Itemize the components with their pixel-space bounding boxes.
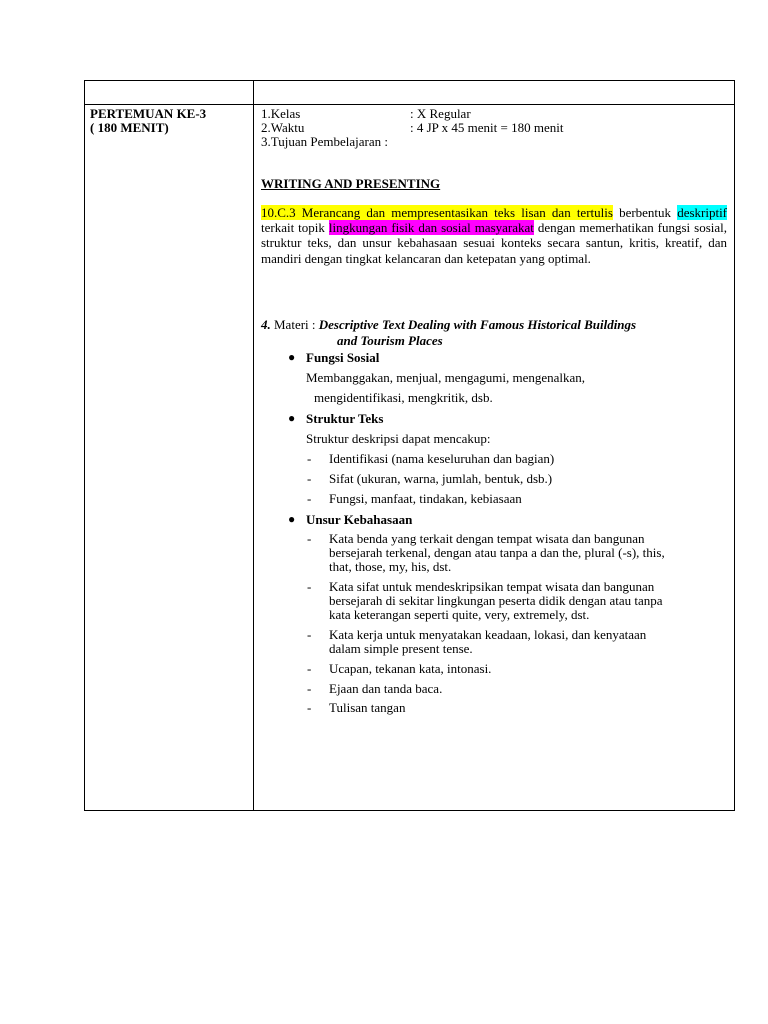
dash-icon: -: [307, 471, 312, 486]
kelas-label: 1.Kelas: [261, 106, 301, 121]
objective-text-3: dengan memerhatikan fungsi sosial, struktur teks, dan unsur kebahasaan sesuai konteks secara santun, kritis, kreatif, dan mandiri dengan tingkat kelancaran dan ketepatan yang optimal.: [261, 220, 727, 266]
unsur-item-line: Ucapan, tekanan kata, intonasi.: [329, 661, 492, 676]
struktur-item: Identifikasi (nama keseluruhan dan bagian): [329, 451, 555, 466]
dash-icon: -: [307, 451, 312, 466]
fungsi-line-2: mengidentifikasi, mengkritik, dsb.: [314, 390, 493, 405]
struktur-intro: Struktur deskripsi dapat mencakup:: [306, 431, 491, 446]
tujuan-label: 3.Tujuan Pembelajaran :: [261, 134, 388, 149]
unsur-heading: Unsur Kebahasaan: [306, 512, 413, 527]
materi-title-2: and Tourism Places: [337, 333, 443, 348]
dash-icon: -: [307, 579, 312, 594]
section-heading: WRITING AND PRESENTING: [261, 176, 441, 191]
unsur-item-line: that, those, my, his, dst.: [329, 559, 452, 574]
unsur-item-line: Kata sifat untuk mendeskripsikan tempat wisata dan bangunan: [329, 579, 655, 594]
fungsi-line-1: Membanggakan, menjual, mengagumi, mengenalkan,: [306, 370, 586, 385]
dash-icon: -: [307, 700, 312, 715]
struktur-heading: Struktur Teks: [306, 411, 384, 426]
bullet-icon: ●: [288, 512, 296, 526]
unsur-item-line: Ejaan dan tanda baca.: [329, 681, 443, 696]
deskriptif-highlight: deskriptif: [677, 205, 728, 220]
dash-icon: -: [307, 491, 312, 506]
materi-number: 4.: [261, 317, 271, 332]
meeting-label: [90, 107, 206, 135]
meeting-duration: ( 180 MENIT): [90, 120, 169, 135]
objective-text-2: terkait topik: [261, 220, 329, 236]
dash-icon: -: [307, 661, 312, 676]
struktur-item: Fungsi, manfaat, tindakan, kebiasaan: [329, 491, 522, 506]
waktu-value: : 4 JP x 45 menit = 180 menit: [410, 120, 564, 135]
materi-title-1: Descriptive Text Dealing with Famous Historical Buildings: [318, 317, 637, 332]
objective-text-1: berbentuk: [612, 205, 678, 220]
waktu-label: 2.Waktu: [261, 120, 305, 135]
unsur-item-line: bersejarah terkenal, dengan atau tanpa a dan the, plural (-s), this,: [329, 545, 665, 560]
materi-line: [261, 317, 636, 332]
bullet-icon: ●: [288, 411, 296, 425]
dash-icon: -: [307, 531, 312, 546]
table-column-divider: [253, 80, 254, 811]
unsur-item-line: kata keterangan seperti quite, very, extremely, dst.: [329, 607, 590, 622]
materi-label: Materi :: [270, 317, 319, 332]
kelas-value: : X Regular: [410, 106, 471, 121]
unsur-item-line: Kata benda yang terkait dengan tempat wisata dan bangunan: [329, 531, 645, 546]
unsur-item-line: bersejarah di sekitar lingkungan peserta didik dengan atau tanpa: [329, 593, 663, 608]
struktur-item: Sifat (ukuran, warna, jumlah, bentuk, dsb.): [329, 471, 553, 486]
unsur-item-line: Kata kerja untuk menyatakan keadaan, lokasi, dan kenyataan: [329, 627, 647, 642]
fungsi-heading: Fungsi Sosial: [306, 350, 380, 365]
table-header-divider: [84, 104, 735, 105]
dash-icon: -: [307, 627, 312, 642]
unsur-item-line: dalam simple present tense.: [329, 641, 473, 656]
unsur-item-line: Tulisan tangan: [329, 700, 406, 715]
objective-code-highlight: 10.C.3 Merancang dan mempresentasikan teks lisan dan tertulis: [261, 205, 613, 220]
meeting-number: PERTEMUAN KE-3: [90, 106, 207, 121]
dash-icon: -: [307, 681, 312, 696]
lingkungan-highlight: lingkungan fisik dan sosial masyarakat: [328, 220, 534, 236]
bullet-icon: ●: [288, 350, 296, 364]
objective-paragraph: [261, 205, 727, 266]
